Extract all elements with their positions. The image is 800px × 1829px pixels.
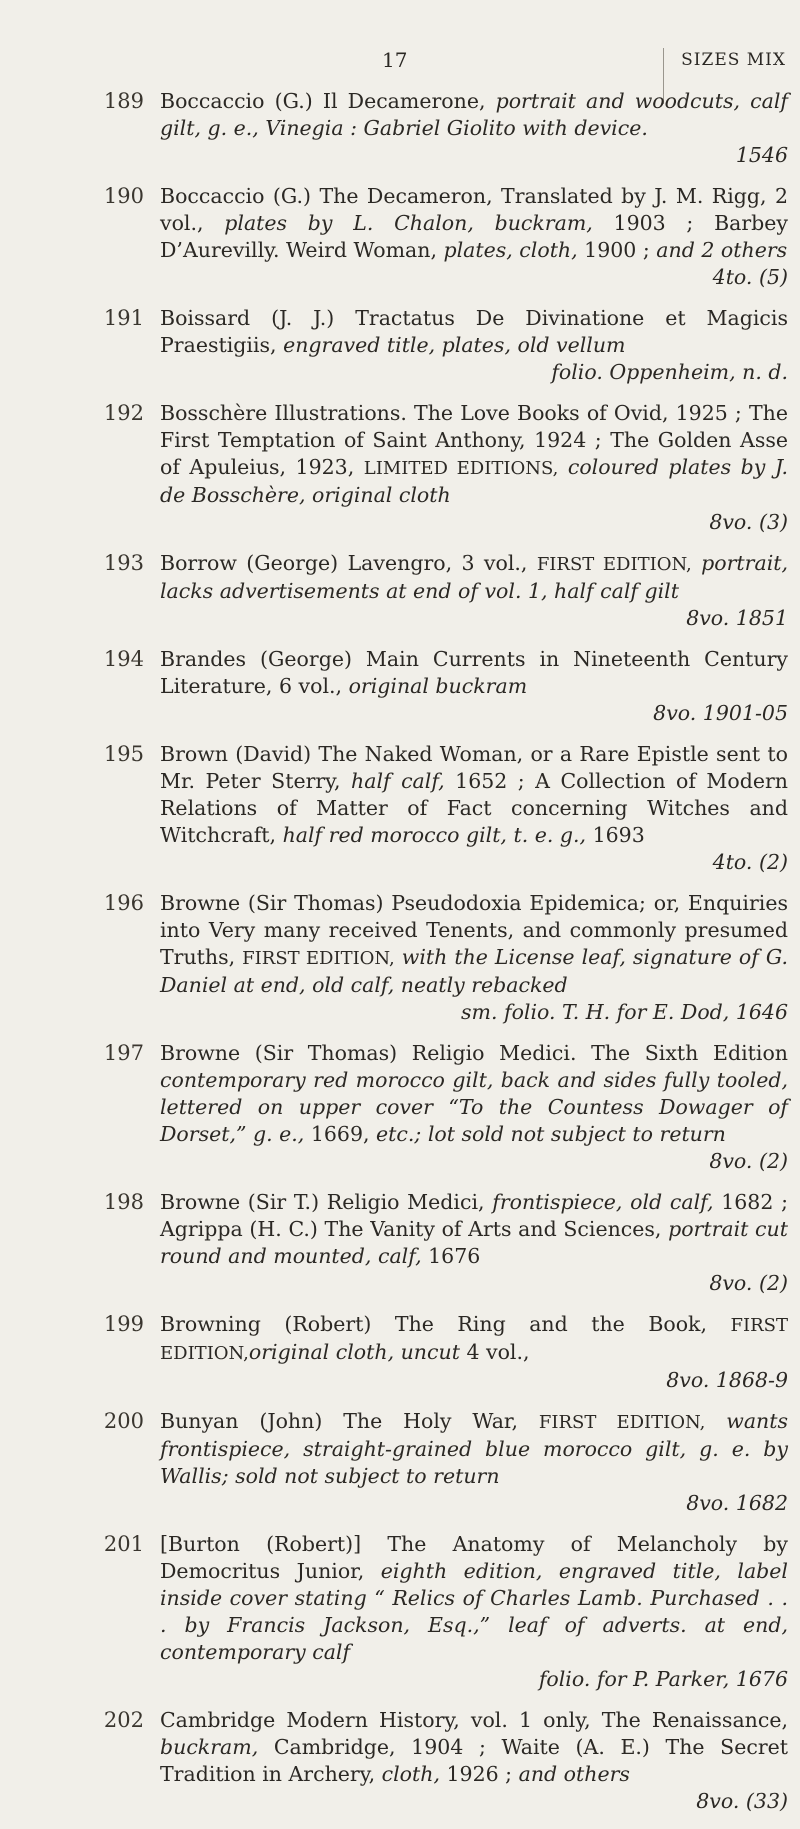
lot-number: 202 bbox=[103, 1708, 144, 1732]
lot-number: 198 bbox=[103, 1190, 144, 1214]
lot-number: 200 bbox=[103, 1409, 144, 1433]
lot-description bbox=[160, 305, 788, 386]
lot-text-fragment: Browne (Sir Thomas) Religio Medici. The Sixth Edition bbox=[160, 1041, 788, 1065]
lot-text-fragment: 1676 bbox=[421, 1244, 481, 1268]
lot-italic-fragment: half red morocco gilt, t. e. g., bbox=[282, 823, 587, 847]
lot-number: 199 bbox=[103, 1312, 144, 1336]
lot-text-fragment: 1903 ; Barbey D’Aurevilly. Weird Woman, bbox=[160, 211, 788, 262]
lot-entry bbox=[0, 550, 800, 632]
lot-format: 1546 bbox=[735, 143, 788, 167]
lot-text-fragment: 4 vol., bbox=[459, 1340, 530, 1364]
lot-description bbox=[160, 646, 788, 727]
lot-number: 197 bbox=[103, 1041, 144, 1065]
lot-entry bbox=[0, 1311, 800, 1394]
lot-text-fragment: Cambridge, 1904 ; Waite (A. E.) The Secret Tradition in Archery, bbox=[160, 1735, 788, 1786]
lot-text-fragment: Cambridge Modern History, vol. 1 only, The Renaissance, bbox=[160, 1708, 788, 1732]
lot-format: 4to. (2) bbox=[712, 850, 788, 874]
lot-number: 189 bbox=[103, 89, 144, 113]
lot-smallcaps-fragment: FIRST EDITION, bbox=[160, 1315, 788, 1364]
lot-text-fragment: Browning (Robert) The Ring and the Book, bbox=[160, 1312, 731, 1336]
lot-smallcaps-fragment: LIMITED EDITIONS, bbox=[363, 458, 559, 479]
lot-text-fragment: Bunyan (John) The Holy War, bbox=[160, 1409, 539, 1433]
lot-text-fragment: 1652 ; A Collection of Modern Relations of Matter of Fact concerning Witches and Witchcraft, bbox=[160, 769, 789, 847]
lot-text-fragment: Brown (David) The Naked Woman, or a Rare Epistle sent to Mr. Peter Sterry, bbox=[160, 742, 788, 793]
lot-number: 192 bbox=[103, 401, 144, 425]
lot-smallcaps-fragment: FIRST EDITION, bbox=[538, 1412, 706, 1433]
lot-number: 196 bbox=[103, 891, 144, 915]
lot-italic-fragment: etc.; lot sold not subject to return bbox=[376, 1122, 726, 1146]
lot-entry bbox=[0, 741, 800, 876]
lot-text-fragment: Borrow (George) Lavengro, 3 vol., bbox=[160, 551, 537, 575]
lot-entry bbox=[0, 890, 800, 1026]
lot-italic-fragment: cloth, bbox=[381, 1762, 440, 1786]
lot-italic-fragment: frontispiece, old calf, bbox=[492, 1190, 714, 1214]
lot-format: sm. folio. T. H. for E. Dod, 1646 bbox=[461, 1000, 788, 1024]
lot-text-fragment: [Burton (Robert)] The Anatomy of Melancholy by Democritus Junior, bbox=[160, 1532, 788, 1583]
lot-italic-fragment: plates, cloth, bbox=[443, 238, 578, 262]
lot-format: folio. for P. Parker, 1676 bbox=[538, 1667, 788, 1691]
lot-number: 201 bbox=[103, 1532, 144, 1556]
lot-description bbox=[160, 1531, 788, 1693]
lot-italic-fragment: half calf, bbox=[351, 769, 445, 793]
lot-description bbox=[160, 88, 788, 169]
lot-description bbox=[160, 550, 788, 632]
lot-format: 8vo. (2) bbox=[709, 1271, 788, 1295]
lot-italic-fragment: engraved title, plates, old vellum bbox=[283, 333, 626, 357]
lot-text-fragment: Bosschère Illustrations. The Love Books of Ovid, 1925 ; The First Temptation of Saint Anthony, 1924 ; The Golden Asse of Apuleius, 1923, bbox=[160, 401, 788, 479]
lot-entry bbox=[0, 305, 800, 386]
lot-entry bbox=[0, 646, 800, 727]
lot-entry bbox=[0, 1531, 800, 1693]
lot-description bbox=[160, 400, 788, 536]
lot-text-fragment: Brandes (George) Main Currents in Nineteenth Century Literature, 6 vol., bbox=[160, 647, 788, 698]
lot-format: 8vo. (3) bbox=[709, 510, 788, 534]
running-head: SIZES MIX bbox=[681, 50, 786, 70]
lot-entry bbox=[0, 1707, 800, 1815]
lot-number: 190 bbox=[103, 184, 144, 208]
lot-entry bbox=[0, 1189, 800, 1297]
page-header bbox=[0, 48, 800, 78]
lot-text-fragment: 1926 ; bbox=[439, 1762, 519, 1786]
lot-entry bbox=[0, 88, 800, 169]
lot-entry bbox=[0, 400, 800, 536]
lot-italic-fragment: eighth edition, engraved title, label inside cover stating “ Relics of Charles Lamb. Purchased . . . by Francis Jackson, Esq.,” leaf of adverts. at end, contemporary calf bbox=[160, 1559, 788, 1664]
lot-description bbox=[160, 1311, 788, 1394]
lot-list bbox=[0, 88, 800, 1829]
lot-italic-fragment: and others bbox=[518, 1762, 630, 1786]
lot-italic-fragment: portrait, lacks advertisements at end of vol. 1, half calf gilt bbox=[160, 551, 789, 603]
lot-description bbox=[160, 183, 788, 291]
lot-description bbox=[160, 890, 788, 1026]
lot-format: 8vo. 1682 bbox=[686, 1491, 788, 1515]
lot-text-fragment: 1693 bbox=[586, 823, 645, 847]
lot-italic-fragment: coloured plates by J. de Bosschère, original cloth bbox=[160, 455, 788, 507]
lot-number: 193 bbox=[103, 551, 144, 575]
lot-text-fragment: Browne (Sir T.) Religio Medici, bbox=[160, 1190, 493, 1214]
lot-text-fragment: 1669, bbox=[304, 1122, 377, 1146]
lot-text-fragment: 1900 ; bbox=[577, 238, 657, 262]
lot-italic-fragment: original buckram bbox=[348, 674, 528, 698]
lot-italic-fragment: buckram, bbox=[160, 1735, 259, 1759]
lot-smallcaps-fragment: FIRST EDITION, bbox=[536, 554, 692, 575]
lot-format: 8vo. 1851 bbox=[686, 606, 788, 630]
lot-format: 8vo. (33) bbox=[696, 1789, 788, 1813]
lot-text-fragment: 1682 ; Agrippa (H. C.) The Vanity of Arts and Sciences, bbox=[160, 1190, 788, 1241]
lot-text-fragment: Browne (Sir Thomas) Pseudodoxia Epidemica; or, Enquiries into Very many received Tenents, and commonly presumed Truths, bbox=[160, 891, 788, 969]
lot-description bbox=[160, 1408, 788, 1517]
lot-format: 8vo. (2) bbox=[709, 1149, 788, 1173]
lot-italic-fragment: plates by L. Chalon, buckram, bbox=[224, 211, 593, 235]
lot-description bbox=[160, 741, 788, 876]
lot-format: 8vo. 1868-9 bbox=[666, 1368, 788, 1392]
lot-text-fragment: Boissard (J. J.) Tractatus De Divinatione et Magicis Praestigiis, bbox=[160, 306, 788, 357]
lot-description bbox=[160, 1707, 788, 1815]
lot-smallcaps-fragment: FIRST EDITION, bbox=[242, 948, 395, 969]
lot-entry bbox=[0, 1408, 800, 1517]
lot-description bbox=[160, 1189, 788, 1297]
lot-text-fragment: Boccaccio (G.) Il Decamerone, bbox=[160, 89, 496, 113]
lot-italic-fragment: original cloth, uncut bbox=[248, 1340, 460, 1364]
lot-format: 4to. (5) bbox=[712, 265, 788, 289]
lot-format: 8vo. 1901-05 bbox=[653, 701, 788, 725]
lot-text-fragment: Boccaccio (G.) The Decameron, Translated by J. M. Rigg, 2 vol., bbox=[160, 184, 788, 235]
lot-italic-fragment: with the License leaf, signature of G. Daniel at end, old calf, neatly rebacked bbox=[160, 945, 788, 997]
lot-italic-fragment: portrait cut round and mounted, calf, bbox=[160, 1217, 788, 1268]
lot-italic-fragment: contemporary red morocco gilt, back and sides fully tooled, lettered on upper cover “To the Countess Dowager of Dorset,” g. e., bbox=[160, 1068, 788, 1146]
lot-entry bbox=[0, 1040, 800, 1175]
lot-italic-fragment: wants frontispiece, straight-grained blue morocco gilt, g. e. by Wallis; sold not subject to return bbox=[160, 1409, 789, 1488]
lot-number: 191 bbox=[103, 306, 144, 330]
lot-italic-fragment: and 2 others bbox=[656, 238, 788, 262]
lot-entry bbox=[0, 183, 800, 291]
lot-number: 195 bbox=[103, 742, 144, 766]
lot-number: 194 bbox=[103, 647, 144, 671]
lot-italic-fragment: portrait and woodcuts, calf gilt, g. e., Vinegia : Gabriel Giolito with device. bbox=[160, 89, 788, 140]
page-number: 17 bbox=[382, 48, 408, 72]
lot-format: folio. Oppenheim, n. d. bbox=[551, 360, 788, 384]
lot-description bbox=[160, 1040, 788, 1175]
